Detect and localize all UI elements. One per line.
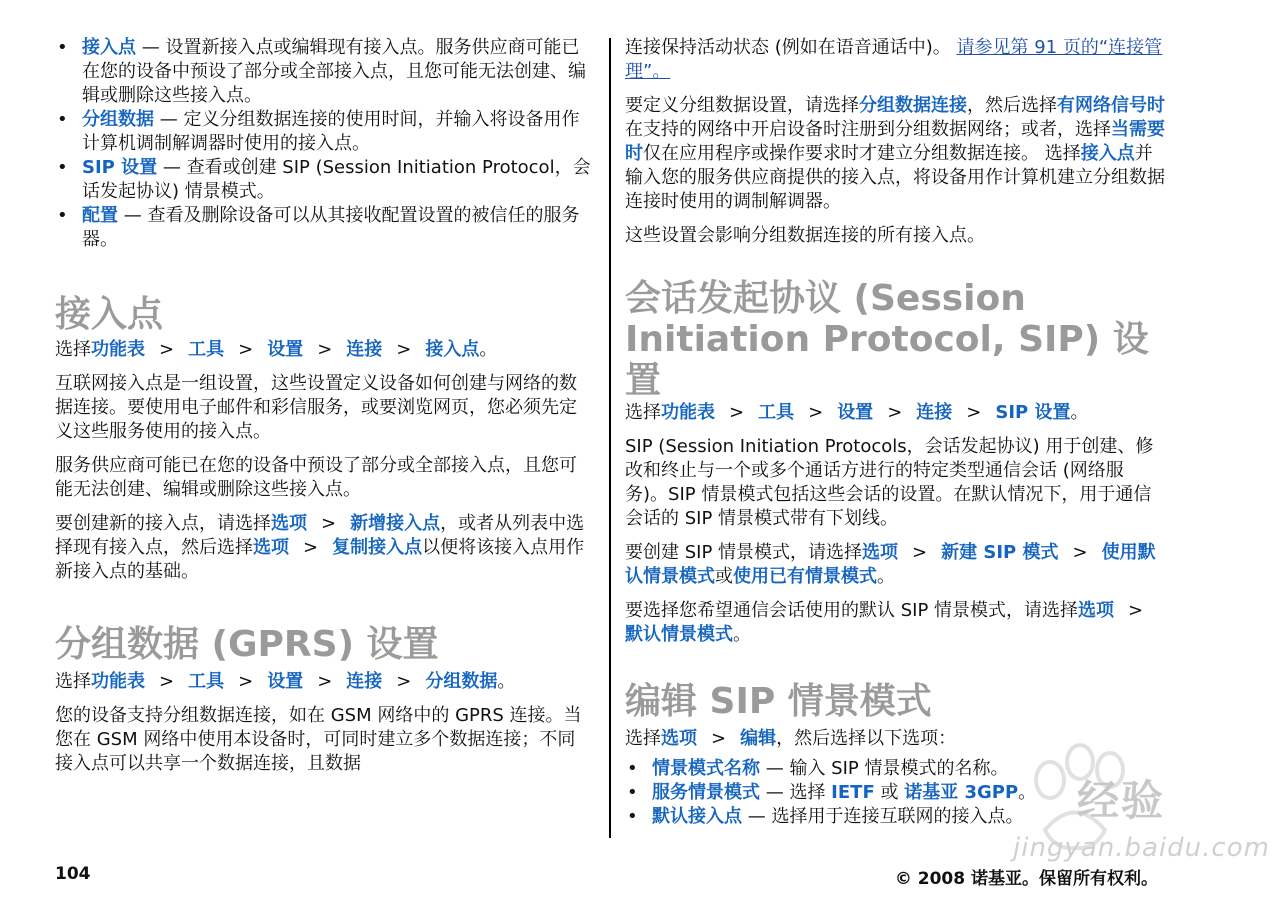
section-heading-access-points: 接入点	[55, 294, 164, 335]
right-column	[625, 36, 1165, 829]
nav-item[interactable]: 接入点	[425, 339, 480, 360]
nav-item[interactable]: 工具	[758, 402, 795, 423]
list-item: • SIP 设置 — 查看或创建 SIP (Session Initiation Protocol，会话发起协议) 情景模式。	[55, 156, 593, 204]
list-item: • 分组数据 — 定义分组数据连接的使用时间，并输入将设备用作计算机调制解调器时使用的接入点。	[55, 108, 593, 156]
list-item: • 默认接入点 — 选择用于连接互联网的接入点。	[625, 805, 1165, 829]
section-heading-edit-sip-profile: 编辑 SIP 情景模式	[625, 681, 932, 722]
bullet-term[interactable]: 配置	[82, 205, 118, 226]
nav-item[interactable]: 功能表	[91, 339, 145, 360]
copyright-notice: © 2008 诺基亚。保留所有权利。	[894, 869, 1158, 889]
paragraph: 您的设备支持分组数据连接，如在 GSM 网络中的 GPRS 连接。当您在 GSM 网络中使用本设备时，可同时建立多个数据连接；不同接入点可以共享一个数据连接，且数据	[55, 705, 582, 774]
nav-item[interactable]: 功能表	[661, 402, 715, 423]
nav-item[interactable]: 连接	[346, 671, 383, 692]
nav-item[interactable]: 工具	[188, 671, 225, 692]
column-divider	[609, 38, 611, 838]
nav-item[interactable]: 设置	[267, 339, 304, 360]
bullet-term[interactable]: SIP 设置	[82, 157, 158, 178]
paragraph: 选择选项 > 编辑，然后选择以下选项：	[625, 728, 957, 749]
nav-item[interactable]: 连接	[346, 339, 383, 360]
paragraph: 服务供应商可能已在您的设备中预设了部分或全部接入点，且您可能无法创建、编辑或删除这些接入点。	[55, 455, 577, 500]
paragraph: 要选择您希望通信会话使用的默认 SIP 情景模式，请选择选项 >默认情景模式。	[625, 600, 1144, 645]
paragraph: 这些设置会影响分组数据连接的所有接入点。	[625, 225, 985, 246]
paragraph: SIP (Session Initiation Protocols，会话发起协议) 用于创建、修改和终止与一个或多个通话方进行的特定类型通信会话 (网络服务)。SIP 情景模式包括这些会话的设置。在默认情况下，用于通信会话的 SIP 情景模式带有下划线。	[625, 436, 1154, 529]
list-item: • 接入点 — 设置新接入点或编辑现有接入点。服务供应商可能已在您的设备中预设了部分或全部接入点，且您可能无法创建、编辑或删除这些接入点。	[55, 36, 593, 108]
paragraph: 要定义分组数据设置，请选择分组数据连接，然后选择有网络信号时在支持的网络中开启设备时注册到分组数据网络；或者，选择当需要时仅在应用程序或操作要求时才建立分组数据连接。 选择接入点并输入您的服务供应商提供的接入点，将设备用作计算机建立分组数据连接时使用的调制解调器。	[625, 95, 1165, 212]
nav-item[interactable]: 设置	[267, 671, 304, 692]
paragraph: 要创建 SIP 情景模式，请选择选项 > 新建 SIP 模式 > 使用默认情景模式或使用已有情景模式。	[625, 542, 1156, 587]
paragraph: 互联网接入点是一组设置，这些设置定义设备如何创建与网络的数据连接。要使用电子邮件和彩信服务，或要浏览网页，您必须先定义这些服务使用的接入点。	[55, 373, 577, 442]
nav-path: 选择功能表 > 工具 > 设置 > 连接 > 分组数据。	[55, 671, 516, 692]
nav-item[interactable]: 工具	[188, 339, 225, 360]
nav-path: 选择功能表 > 工具 > 设置 > 连接 > 接入点。	[55, 339, 498, 360]
nav-item[interactable]: 功能表	[91, 671, 145, 692]
nav-item[interactable]: 分组数据	[425, 671, 498, 692]
paragraph: 连接保持活动状态 (例如在语音通话中)。 请参见第 91 页的“连接管理”。	[625, 37, 1163, 82]
nav-item[interactable]: 设置	[837, 402, 874, 423]
settings-bullet-list	[55, 36, 593, 252]
nav-item[interactable]: 连接	[916, 402, 953, 423]
left-column	[55, 36, 593, 786]
list-item: • 服务情景模式 — 选择 IETF 或 诺基亚 3GPP。	[625, 781, 1165, 805]
list-item: • 配置 — 查看及删除设备可以从其接收配置设置的被信任的服务器。	[55, 204, 593, 252]
watermark-text: 经验	[1077, 776, 1166, 825]
watermark-url: jingyan.baidu.com	[1013, 833, 1270, 863]
bullet-term[interactable]: 接入点	[82, 37, 136, 58]
list-item: • 情景模式名称 — 输入 SIP 情景模式的名称。	[625, 757, 1165, 781]
page-reference-link[interactable]: 请参见第 91 页的“连接管理”。	[625, 37, 1163, 82]
paragraph: 要创建新的接入点，请选择选项 > 新增接入点，或者从列表中选择现有接入点，然后选择选项 > 复制接入点以便将该接入点用作新接入点的基础。	[55, 513, 585, 582]
section-heading-sip-settings: 会话发起协议 (Session Initiation Protocol, SIP) 设置	[625, 278, 1149, 401]
nav-item[interactable]: SIP 设置	[995, 402, 1071, 423]
page-number: 104	[55, 864, 91, 884]
nav-path: 选择功能表 > 工具 > 设置 > 连接 > SIP 设置。	[625, 402, 1089, 423]
bullet-term[interactable]: 分组数据	[82, 109, 154, 130]
section-heading-gprs: 分组数据 (GPRS) 设置	[55, 624, 439, 665]
